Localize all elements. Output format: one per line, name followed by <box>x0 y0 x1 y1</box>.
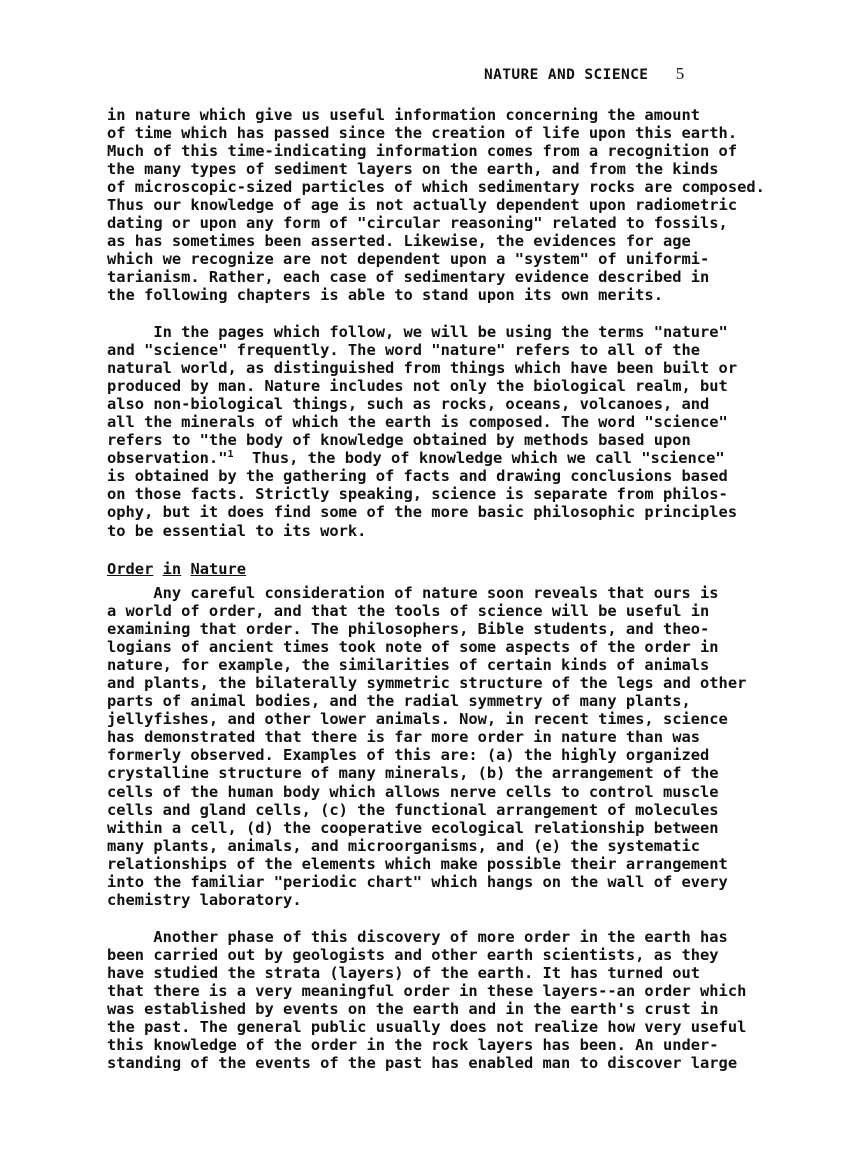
text-line: dating or upon any form of "circular reasoning" related to fossils, <box>107 214 728 233</box>
heading-word: Order <box>107 560 154 578</box>
text-line: tarianism. Rather, each case of sedimentary evidence described in <box>107 268 710 287</box>
paragraph-3 <box>107 584 807 909</box>
text-line: within a cell, (d) the cooperative ecological relationship between <box>107 818 719 837</box>
footnote-marker: 1 <box>227 449 234 461</box>
text-line: is obtained by the gathering of facts and drawing conclusions based <box>107 467 728 486</box>
text-line: examining that order. The philosophers, Bible students, and theo- <box>107 620 710 639</box>
text-line-with-footnote <box>107 449 807 467</box>
text-line: the following chapters is able to stand upon its own merits. <box>107 286 663 305</box>
text-line: also non-biological things, such as rocks, oceans, volcanoes, and <box>107 395 710 414</box>
text-line: In the pages which follow, we will be using the terms "nature" <box>107 323 728 341</box>
text-line: this knowledge of the order in the rock layers has been. An under- <box>107 1036 719 1055</box>
text-line: in nature which give us useful information concerning the amount <box>107 106 701 124</box>
heading-word: Nature <box>190 560 247 578</box>
paragraph-1 <box>107 106 807 305</box>
text-line: which we recognize are not dependent upon a "system" of uniformi- <box>107 250 710 269</box>
page-number: 5 <box>675 64 685 83</box>
text-line: chemistry laboratory. <box>107 890 302 909</box>
text-line: crystalline structure of many minerals, (b) the arrangement of the <box>107 764 719 783</box>
text-line: into the familiar "periodic chart" which hangs on the wall of every <box>107 872 728 891</box>
text-line: as has sometimes been asserted. Likewise, the evidences for age <box>107 232 691 251</box>
text-line: on those facts. Strictly speaking, science is separate from philos- <box>107 485 728 504</box>
text-line: been carried out by geologists and other earth scientists, as they <box>107 946 719 965</box>
text-segment: Thus, the body of knowledge which we call "science" <box>233 449 725 468</box>
text-line: nature, for example, the similarities of certain kinds of animals <box>107 656 710 675</box>
text-line: all the minerals of which the earth is composed. The word "science" <box>107 413 728 432</box>
text-line: cells of the human body which allows nerve cells to control muscle <box>107 782 719 801</box>
text-line: jellyfishes, and other lower animals. Now, in recent times, science <box>107 710 728 729</box>
text-line: and plants, the bilaterally symmetric structure of the legs and other <box>107 674 747 693</box>
text-line: and "science" frequently. The word "nature" refers to all of the <box>107 341 701 360</box>
heading-word: in <box>162 560 182 578</box>
text-line: ophy, but it does find some of the more basic philosophic principles <box>107 503 738 522</box>
text-line: to be essential to its work. <box>107 521 367 540</box>
text-line: of microscopic-sized particles of which sedimentary rocks are composed. <box>107 178 765 197</box>
paragraph-2 <box>107 323 807 540</box>
text-segment: observation." <box>107 449 228 468</box>
text-line: relationships of the elements which make possible their arrangement <box>107 854 728 873</box>
text-line: many plants, animals, and microorganisms, and (e) the systematic <box>107 836 701 855</box>
text-line: the past. The general public usually does not realize how very useful <box>107 1018 747 1037</box>
text-line: the many types of sediment layers on the earth, and from the kinds <box>107 160 719 179</box>
text-line: that there is a very meaningful order in these layers--an order which <box>107 982 747 1001</box>
text-line: formerly observed. Examples of this are: (a) the highly organized <box>107 746 710 765</box>
text-line: have studied the strata (layers) of the earth. It has turned out <box>107 964 701 983</box>
section-heading <box>107 560 807 578</box>
running-title: NATURE AND SCIENCE <box>484 67 649 83</box>
text-line: refers to "the body of knowledge obtained by methods based upon <box>107 431 691 450</box>
text-line: natural world, as distinguished from things which have been built or <box>107 359 738 378</box>
text-line: logians of ancient times took note of some aspects of the order in <box>107 638 719 657</box>
text-line: a world of order, and that the tools of science will be useful in <box>107 602 710 621</box>
text-line: has demonstrated that there is far more order in nature than was <box>107 728 701 747</box>
text-line: produced by man. Nature includes not only the biological realm, but <box>107 377 728 396</box>
text-line: parts of animal bodies, and the radial symmetry of many plants, <box>107 692 691 711</box>
page-header <box>484 64 814 84</box>
paragraph-4 <box>107 928 807 1072</box>
text-line: Much of this time-indicating information comes from a recognition of <box>107 142 738 161</box>
text-line: of time which has passed since the creation of life upon this earth. <box>107 124 738 143</box>
text-line: Another phase of this discovery of more order in the earth has <box>107 928 728 946</box>
text-line: was established by events on the earth and in the earth's crust in <box>107 1000 719 1019</box>
text-line: cells and gland cells, (c) the functional arrangement of molecules <box>107 800 719 819</box>
text-line: standing of the events of the past has enabled man to discover large <box>107 1054 738 1073</box>
text-line: Thus our knowledge of age is not actually dependent upon radiometric <box>107 196 738 215</box>
text-line: Any careful consideration of nature soon reveals that ours is <box>107 584 719 602</box>
